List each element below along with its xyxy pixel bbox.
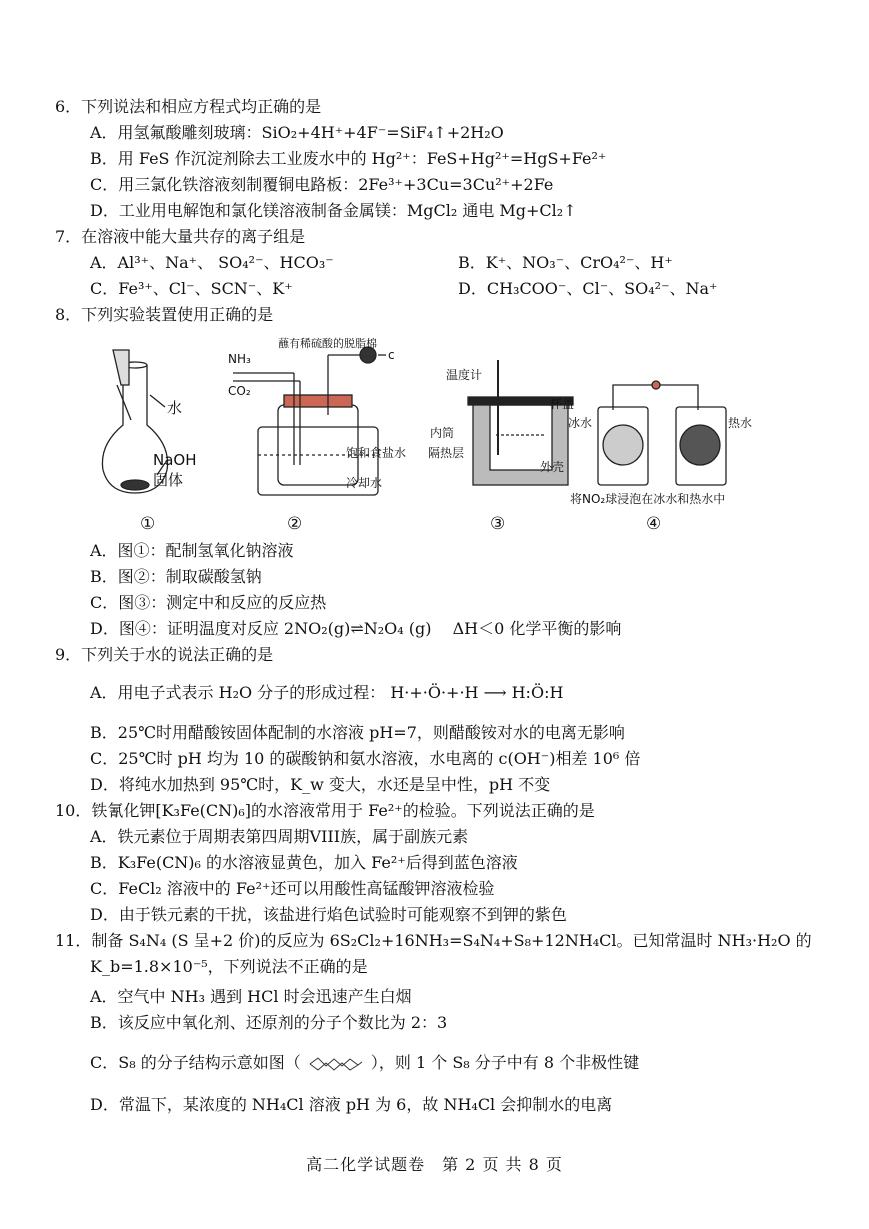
ball-ice	[603, 425, 643, 465]
q6-option-b: B．用 FeS 作沉淀剂除去工业废水中的 Hg²⁺：FeS+Hg²⁺=HgS+Fe²⁺	[90, 149, 607, 168]
q11-option-c	[90, 1052, 639, 1074]
q10-stem: 10．铁氰化钾[K₃Fe(CN)₆]的水溶液常用于 Fe²⁺的检验。下列说法正确的是	[55, 801, 595, 820]
q10-option-d: D．由于铁元素的干扰，该盐进行焰色试验时可能观察不到钾的紫色	[90, 905, 567, 924]
fig2-c-label: c	[388, 348, 395, 362]
fig4-ice-label: 冰水	[568, 416, 593, 430]
bottle	[278, 405, 358, 485]
q6-stem: 6．下列说法和相应方程式均正确的是	[55, 97, 322, 116]
fig3-lid-label: 杯盖	[550, 397, 575, 411]
q7-option-b: B．K⁺、NO₃⁻、CrO₄²⁻、H⁺	[458, 253, 673, 272]
q7-stem: 7．在溶液中能大量共存的离子组是	[55, 227, 306, 246]
fig2-number: ②	[287, 514, 303, 534]
q6-option-c: C．用三氯化铁溶液刻制覆铜电路板：2Fe³⁺+3Cu=3Cu²⁺+2Fe	[90, 175, 554, 194]
q9-option-b: B．25℃时用醋酸铵固体配制的水溶液 pH=7，则醋酸铵对水的电离无影响	[90, 723, 625, 742]
fig4-caption: 将NO₂球浸泡在冰水和热水中	[570, 492, 726, 506]
s8-ring-icon	[306, 1054, 366, 1074]
fig1-number: ①	[140, 514, 156, 534]
q11-stem-line2: K_b=1.8×10⁻⁵，下列说法不正确的是	[90, 957, 368, 976]
q7-option-d: D．CH₃COO⁻、Cl⁻、SO₄²⁻、Na⁺	[458, 279, 718, 298]
q9-stem: 9．下列关于水的说法正确的是	[55, 645, 274, 664]
fig2-brine-label: 饱和食盐水	[346, 446, 407, 460]
q9-option-a	[90, 682, 563, 704]
ball-hot	[680, 425, 720, 465]
fig2-cold-label: 冷却水	[346, 476, 383, 490]
fig4-hot-label: 热水	[728, 416, 753, 430]
fig1-naoh-label: NaOH	[153, 451, 197, 469]
glass-rod	[117, 385, 131, 420]
q8-option-c: C．图③：测定中和反应的反应热	[90, 593, 327, 612]
q11-stem-line1: 11．制备 S₄N₄ (S 呈+2 价)的反应为 6S₂Cl₂+16NH₃=S₄N₄+S₈+12NH₄Cl。已知常温时 NH₃·H₂O 的	[55, 931, 812, 950]
q9-option-a-prefix: A．用电子式表示 H₂O 分子的形成过程：	[90, 683, 386, 702]
q9-option-c: C．25℃时 pH 均为 10 的碳酸钠和氨水溶液，水电离的 c(OH⁻)相差 10⁶ 倍	[90, 749, 641, 768]
fig3-number: ③	[490, 514, 506, 534]
figure-3-calorimeter	[428, 345, 578, 505]
fig2-nh3-label: NH₃	[228, 352, 251, 366]
q8-option-b: B．图②：制取碳酸氢钠	[90, 567, 262, 586]
q10-option-b: B．K₃Fe(CN)₆ 的水溶液显黄色，加入 Fe²⁺后得到蓝色溶液	[90, 853, 518, 872]
q11-option-c-part2: ），则 1 个 S₈ 分子中有 8 个非极性键	[370, 1053, 640, 1072]
fig4-number: ④	[646, 514, 662, 534]
q11-option-c-part1: C．S₈ 的分子结构示意如图（	[90, 1053, 301, 1072]
fig3-inner-label: 内筒	[430, 426, 455, 440]
q7-option-a: A．Al³⁺、Na⁺、 SO₄²⁻、HCO₃⁻	[90, 253, 334, 272]
q8-option-d: D．图④：证明温度对反应 2NO₂(g)⇌N₂O₄ (g) ΔH＜0 化学平衡的影响	[90, 619, 622, 638]
q10-option-a: A．铁元素位于周期表第四周期VIII族，属于副族元素	[90, 827, 469, 846]
q11-option-a: A．空气中 NH₃ 遇到 HCl 时会迅速产生白烟	[90, 987, 412, 1006]
q8-option-a: A．图①：配制氢氧化钠溶液	[90, 541, 294, 560]
q9-option-d: D．将纯水加热到 95℃时，K_w 变大，水还是呈中性，pH 不变	[90, 775, 551, 794]
fig2-co2-label: CO₂	[228, 384, 251, 398]
page-footer: 高二化学试题卷 第 2 页 共 8 页	[306, 1155, 563, 1174]
fig3-insul-label: 隔热层	[428, 446, 465, 460]
figure-2-apparatus	[228, 337, 418, 505]
fig2-cotton-label: 蘸有稀硫酸的脱脂棉	[278, 337, 377, 350]
fig3-thermo-label: 温度计	[446, 368, 483, 382]
q9-electron-formula: H·+·Ö·+·H ⟶ H:Ö:H	[390, 683, 564, 702]
beaker-icon	[113, 350, 129, 385]
q7-option-c: C．Fe³⁺、Cl⁻、SCN⁻、K⁺	[90, 279, 293, 298]
figure-4-no2-balls	[568, 345, 768, 505]
q11-option-d: D．常温下，某浓度的 NH₄Cl 溶液 pH 为 6，故 NH₄Cl 会抑制水的电离	[90, 1095, 613, 1114]
q11-option-b: B．该反应中氧化剂、还原剂的分子个数比为 2：3	[90, 1013, 448, 1032]
fig3-shell-label: 外壳	[540, 460, 565, 474]
fig1-solid-label: 固体	[153, 471, 184, 489]
q6-option-d: D．工业用电解饱和氯化镁溶液制备金属镁：MgCl₂ 通电 Mg+Cl₂↑	[90, 201, 577, 220]
q8-stem: 8．下列实验装置使用正确的是	[55, 305, 274, 324]
q6-option-a: A．用氢氟酸雕刻玻璃：SiO₂+4H⁺+4F⁻=SiF₄↑+2H₂O	[90, 123, 504, 142]
q10-option-c: C．FeCl₂ 溶液中的 Fe²⁺还可以用酸性高锰酸钾溶液检验	[90, 879, 495, 898]
figure-1-flask	[95, 345, 215, 505]
fig1-water-label: 水	[167, 399, 183, 417]
